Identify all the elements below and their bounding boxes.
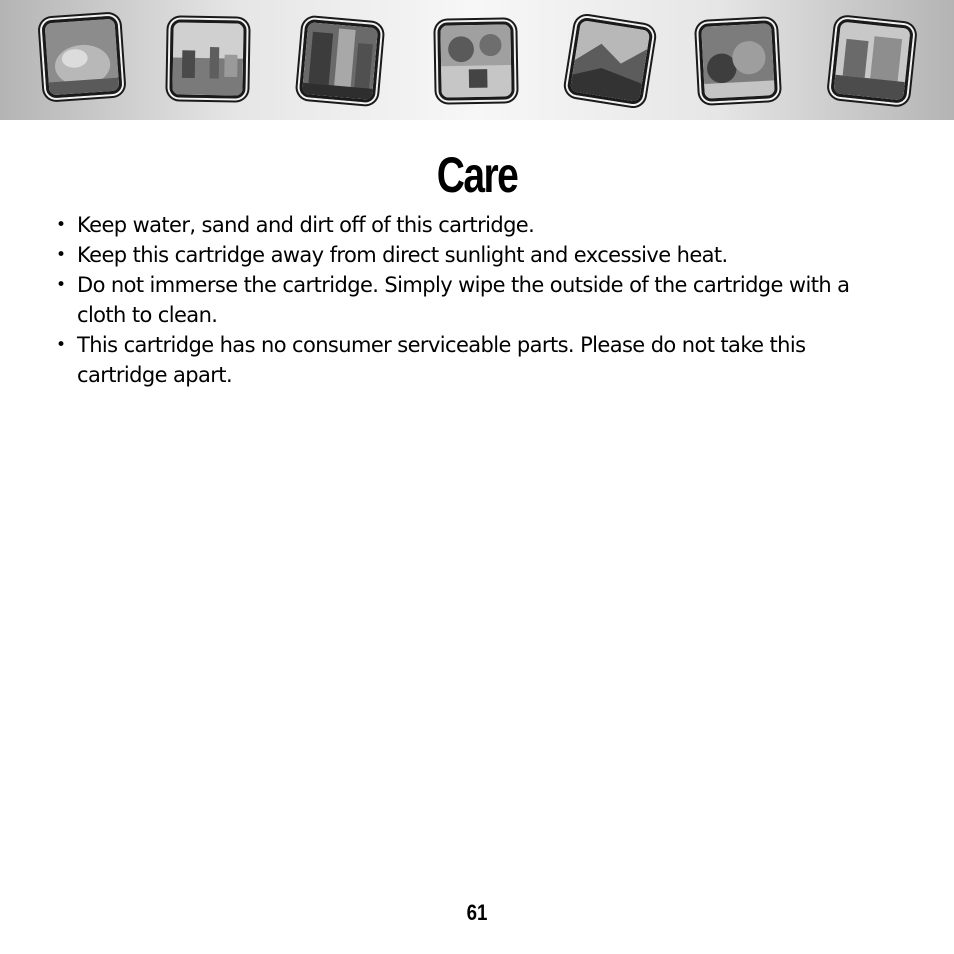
list-item xyxy=(56,240,886,270)
list-item xyxy=(56,270,886,330)
landscape-photo-icon xyxy=(570,20,650,102)
thumbnail-6 xyxy=(698,20,778,102)
list-item-text: Keep this cartridge away from direct sunlight and excessive heat. xyxy=(77,243,728,267)
care-instructions-list xyxy=(56,210,886,390)
landscape-photo-icon xyxy=(833,22,910,101)
thumbnail-4 xyxy=(437,21,514,100)
bullet-icon: • xyxy=(56,275,66,295)
landscape-photo-icon xyxy=(172,22,243,95)
page-number: 61 xyxy=(466,900,488,925)
bullet-icon: • xyxy=(56,245,66,265)
list-item xyxy=(56,330,886,390)
bullet-icon: • xyxy=(56,335,66,355)
thumbnail-7 xyxy=(830,18,914,104)
list-item-text: This cartridge has no consumer serviceable parts. Please do not take this cartridge apart. xyxy=(77,333,806,387)
thumbnail-5 xyxy=(566,17,653,106)
thumbnail-3 xyxy=(299,19,382,103)
landscape-photo-icon xyxy=(701,23,775,99)
landscape-photo-icon xyxy=(440,24,511,97)
thumbnail-2 xyxy=(169,19,246,98)
bullet-icon: • xyxy=(56,215,66,235)
header-banner xyxy=(0,0,954,120)
list-item-text: Keep water, sand and dirt off of this cartridge. xyxy=(77,213,535,237)
list-item-text: Do not immerse the cartridge. Simply wipe the outside of the cartridge with a cloth to clean. xyxy=(77,273,850,327)
thumbnail-1 xyxy=(41,15,122,98)
list-item xyxy=(56,210,886,240)
landscape-photo-icon xyxy=(302,22,378,100)
page-title: Care xyxy=(436,147,518,203)
landscape-photo-icon xyxy=(45,19,120,96)
